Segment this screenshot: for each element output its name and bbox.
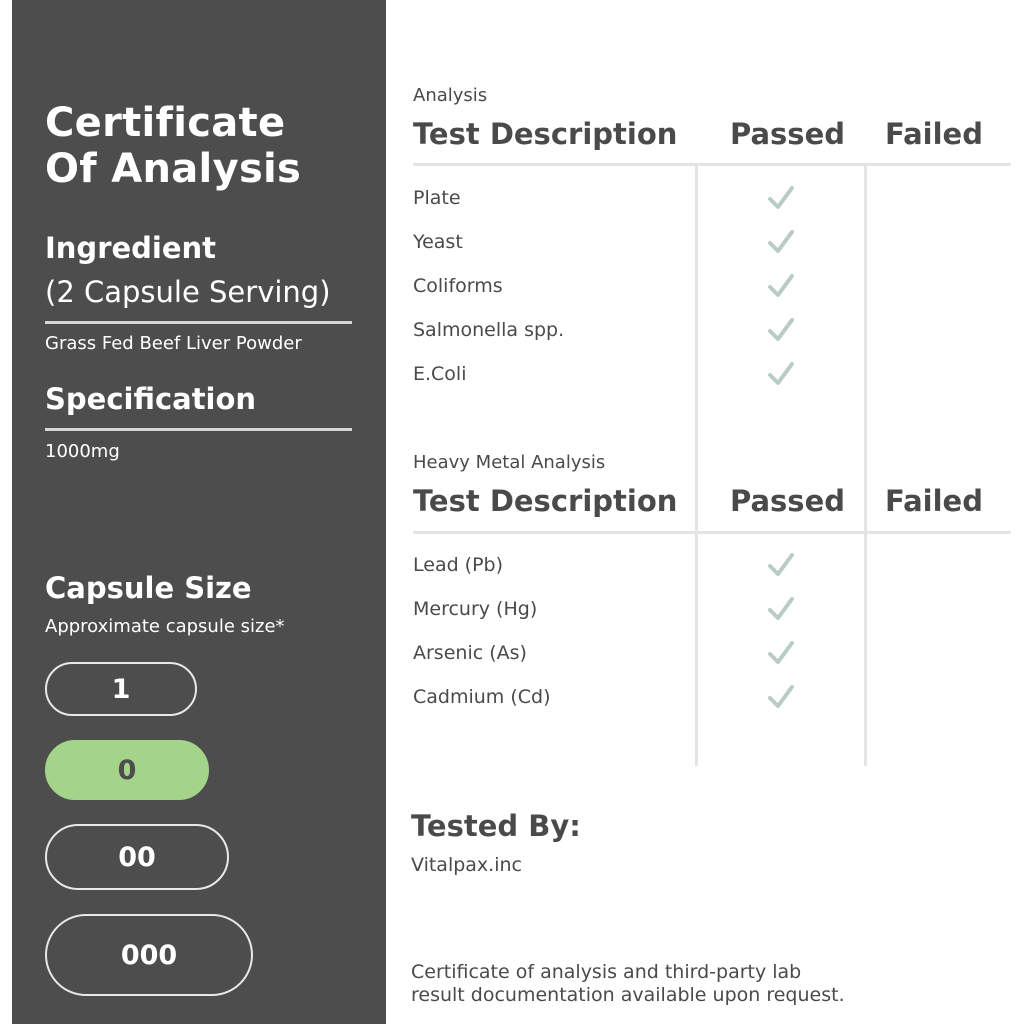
column-divider [864, 166, 867, 766]
heavy-metal-row-label: Cadmium (Cd) [413, 686, 551, 708]
check-icon [767, 316, 795, 344]
divider [45, 321, 352, 324]
tested-by-value: Vitalpax.inc [411, 854, 522, 876]
capsule-size-1[interactable]: 1 [45, 662, 197, 716]
analysis-row-label: E.Coli [413, 363, 467, 385]
check-icon [767, 228, 795, 256]
check-icon [767, 360, 795, 388]
footnote-line-2: result documentation available upon request. [411, 984, 845, 1006]
heavy-metal-row-label: Lead (Pb) [413, 554, 504, 576]
check-icon [767, 184, 795, 212]
heavy-metal-caption: Heavy Metal Analysis [413, 452, 606, 473]
left-panel [12, 0, 386, 1024]
capsule-size-heading: Capsule Size [45, 571, 252, 605]
divider [45, 428, 352, 431]
title-line-2: Of Analysis [45, 146, 302, 192]
title-line-1: Certificate [45, 100, 286, 146]
heavy-metal-header-failed: Failed [885, 484, 983, 518]
table-header-rule [413, 163, 1011, 166]
capsule-size-note: Approximate capsule size* [45, 616, 285, 637]
footnote-line-1: Certificate of analysis and third-party lab [411, 961, 802, 983]
heavy-metal-row-label: Arsenic (As) [413, 642, 527, 664]
analysis-row-label: Plate [413, 187, 461, 209]
analysis-row-label: Coliforms [413, 275, 503, 297]
capsule-size-000[interactable]: 000 [45, 914, 253, 996]
tested-by-heading: Tested By: [411, 809, 581, 843]
analysis-header-failed: Failed [885, 117, 983, 151]
column-divider [695, 166, 698, 766]
analysis-row-label: Salmonella spp. [413, 319, 565, 341]
analysis-row-label: Yeast [413, 231, 463, 253]
ingredient-value: Grass Fed Beef Liver Powder [45, 333, 302, 354]
ingredient-subheading: (2 Capsule Serving) [45, 275, 331, 309]
heavy-metal-header-passed: Passed [730, 484, 845, 518]
analysis-header-description: Test Description [413, 117, 678, 151]
heavy-metal-row-label: Mercury (Hg) [413, 598, 538, 620]
heavy-metal-header-description: Test Description [413, 484, 678, 518]
analysis-caption: Analysis [413, 85, 488, 106]
check-icon [767, 551, 795, 579]
capsule-size-0-selected[interactable]: 0 [45, 740, 209, 800]
check-icon [767, 683, 795, 711]
check-icon [767, 272, 795, 300]
check-icon [767, 595, 795, 623]
page-title [45, 100, 375, 192]
ingredient-heading: Ingredient [45, 231, 217, 265]
check-icon [767, 639, 795, 667]
footnote [411, 961, 931, 1007]
analysis-header-passed: Passed [730, 117, 845, 151]
table-header-rule [413, 531, 1011, 534]
specification-value: 1000mg [45, 441, 120, 462]
specification-heading: Specification [45, 382, 257, 416]
capsule-size-00[interactable]: 00 [45, 824, 229, 890]
